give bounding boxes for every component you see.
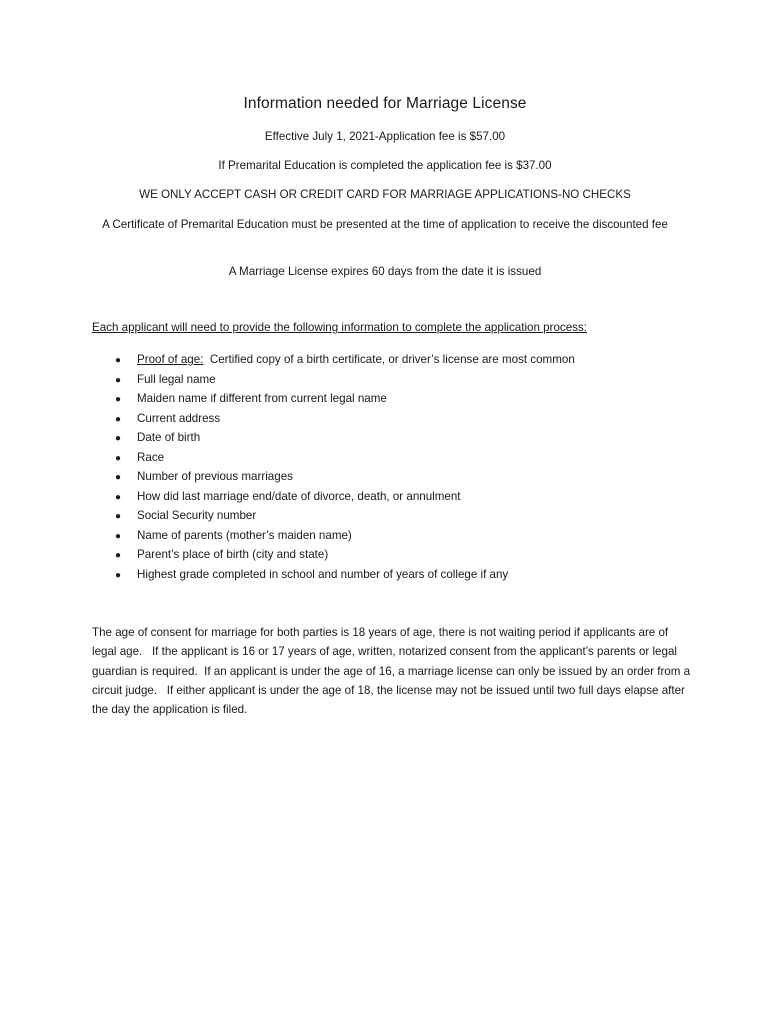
list-item-text: Name of parents (mother’s maiden name): [137, 528, 352, 542]
requirements-heading: Each applicant will need to provide the following information to complete the application process:: [92, 321, 587, 334]
bullet-icon: ●: [115, 569, 122, 581]
bullet-icon: ●: [115, 550, 122, 561]
list-item-text: Full legal name: [137, 372, 216, 386]
list-item: [115, 526, 575, 546]
list-item: [115, 389, 575, 409]
payment-policy-line: WE ONLY ACCEPT CASH OR CREDIT CARD FOR MARRIAGE APPLICATIONS-NO CHECKS: [139, 188, 631, 201]
list-item-text: Social Security number: [137, 509, 257, 522]
bullet-icon: ●: [115, 511, 122, 522]
list-item: [115, 350, 575, 370]
premarital-fee-line: If Premarital Education is completed the application fee is $37.00: [218, 159, 552, 172]
list-item: [115, 428, 575, 448]
age-of-consent-paragraph: The age of consent for marriage for both parties is 18 years of age, there is not waiting period if applicants are of legal age. If the applicant is 16 or 17 years of age, written, notarized consent from the applicant’s parents or legal guardian is required. If an applicant is under the age of 16, a marriage license can only be issued by an order from a circuit judge. If either applicant is under the age of 18, the license may not be issued until two full days elapse after the day the application is filed.: [92, 626, 694, 717]
bullet-icon: ●: [115, 433, 122, 444]
list-item: [115, 565, 575, 585]
bullet-icon: ●: [115, 530, 122, 542]
list-item-text: Parent’s place of birth (city and state): [137, 548, 329, 561]
list-item-text: Current address: [137, 411, 221, 425]
license-expiry-line: A Marriage License expires 60 days from the date it is issued: [228, 265, 542, 278]
list-item-text: Number of previous marriages: [137, 470, 293, 483]
proof-of-age-detail: Certified copy of a birth certificate, or driver’s license are most common: [203, 353, 575, 366]
certificate-requirement: A Certificate of Premarital Education must be presented at the time of application to receive the discounted fee: [102, 218, 668, 231]
page-title: Information needed for Marriage License: [243, 95, 527, 112]
list-item-text: Race: [137, 450, 165, 464]
list-item: [115, 409, 575, 429]
list-item-text: Maiden name if different from current legal name: [137, 392, 387, 405]
requirements-list: [115, 350, 575, 584]
list-item: [115, 487, 575, 507]
bullet-icon: ●: [115, 394, 122, 405]
list-item-text: How did last marriage end/date of divorce, death, or annulment: [137, 489, 461, 503]
list-item: [115, 448, 575, 468]
bullet-icon: ●: [115, 452, 122, 464]
bullet-icon: ●: [115, 374, 122, 386]
bullet-icon: ●: [115, 491, 122, 503]
bullet-icon: ●: [115, 413, 122, 425]
list-item-text: Date of birth: [137, 431, 201, 444]
proof-of-age-label: Proof of age: [137, 353, 201, 366]
bullet-icon: ●: [115, 355, 122, 366]
list-item-text: Highest grade completed in school and number of years of college if any: [137, 567, 509, 581]
proof-of-age-colon: :: [200, 353, 204, 366]
effective-date-fee-line: Effective July 1, 2021-Application fee is $57.00: [264, 130, 506, 143]
list-item: [115, 467, 575, 487]
list-item: [115, 506, 575, 526]
bullet-icon: ●: [115, 472, 122, 483]
list-item: [115, 370, 575, 390]
list-item: [115, 545, 575, 565]
